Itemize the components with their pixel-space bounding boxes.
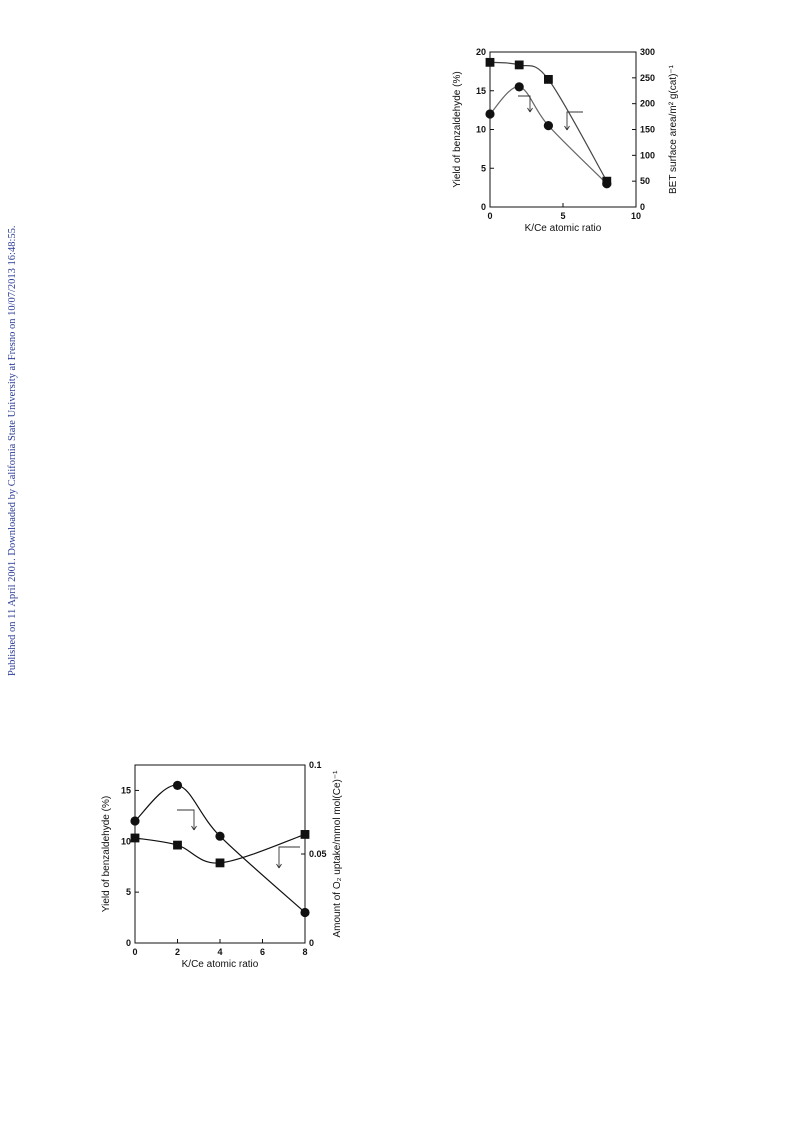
y-right-axis-label: BET surface area/m² g(cat)⁻¹ bbox=[668, 64, 679, 195]
y-left-axis-label: Yield of benzaldehyde (%) bbox=[452, 71, 463, 188]
y-left-tick-label: 5 bbox=[125, 887, 131, 898]
circle-marker bbox=[515, 82, 524, 91]
square-marker bbox=[216, 859, 225, 868]
square-marker bbox=[515, 61, 524, 70]
y-left-tick-label: 10 bbox=[120, 836, 131, 847]
chart-svg bbox=[440, 40, 690, 240]
series-circle-line bbox=[490, 87, 607, 184]
square-marker bbox=[131, 834, 140, 843]
y-left-tick-label: 0 bbox=[480, 202, 486, 212]
y-right-tick-label: 0.1 bbox=[309, 760, 322, 770]
x-axis-label: K/Ce atomic ratio bbox=[181, 959, 259, 970]
y-right-axis-label: Amount of O₂ uptake/mmol mol(Ce)⁻¹ bbox=[332, 770, 343, 938]
x-tick-label: 8 bbox=[302, 947, 308, 957]
chart-svg bbox=[95, 758, 355, 973]
x-tick-label: 0 bbox=[487, 211, 493, 221]
y-right-tick-label: 50 bbox=[640, 176, 651, 187]
square-marker bbox=[173, 841, 182, 850]
y-left-tick-label: 10 bbox=[475, 124, 486, 135]
y-right-tick-label: 0.05 bbox=[309, 849, 327, 859]
y-right-tick-label: 100 bbox=[640, 150, 656, 161]
y-right-tick-label: 0 bbox=[309, 938, 315, 948]
circle-marker bbox=[130, 816, 139, 825]
plot-frame bbox=[490, 52, 636, 207]
chart-yield-bet bbox=[440, 40, 690, 240]
square-marker bbox=[301, 830, 310, 839]
x-tick-label: 2 bbox=[174, 947, 181, 957]
circle-marker bbox=[300, 908, 309, 917]
circle-marker bbox=[485, 109, 494, 118]
x-tick-label: 10 bbox=[630, 211, 642, 221]
y-left-axis-label: Yield of benzaldehyde (%) bbox=[101, 795, 112, 913]
x-tick-label: 4 bbox=[217, 947, 223, 957]
x-tick-label: 6 bbox=[259, 947, 266, 957]
download-watermark-text: Published on 11 April 2001. Downloaded by California State University at Fresno on 10/07/2013 16:48:55. bbox=[7, 225, 18, 676]
circle-marker bbox=[173, 781, 182, 790]
y-right-tick-label: 250 bbox=[640, 72, 656, 83]
y-right-tick-label: 300 bbox=[640, 47, 656, 57]
y-left-tick-label: 20 bbox=[475, 47, 486, 57]
y-right-tick-label: 0 bbox=[640, 202, 646, 212]
square-marker bbox=[602, 177, 611, 186]
y-left-tick-label: 5 bbox=[480, 163, 486, 174]
y-right-tick-label: 150 bbox=[640, 124, 656, 135]
y-left-tick-label: 15 bbox=[475, 85, 486, 96]
x-axis-label: K/Ce atomic ratio bbox=[524, 223, 602, 234]
y-left-tick-label: 15 bbox=[120, 785, 131, 796]
chart-yield-o2-uptake bbox=[95, 758, 355, 973]
y-right-tick-label: 200 bbox=[640, 98, 656, 109]
download-watermark bbox=[3, 200, 19, 680]
x-tick-label: 0 bbox=[132, 947, 138, 957]
plot-frame bbox=[135, 765, 305, 943]
circle-marker bbox=[544, 121, 553, 130]
circle-marker bbox=[215, 832, 224, 841]
axis-pointer-arrow bbox=[177, 810, 194, 830]
axis-pointer-arrow bbox=[279, 847, 300, 868]
square-marker bbox=[544, 75, 553, 84]
series-circle-line bbox=[135, 785, 305, 912]
y-left-tick-label: 0 bbox=[125, 938, 131, 948]
square-marker bbox=[486, 58, 495, 67]
x-tick-label: 5 bbox=[560, 211, 566, 221]
